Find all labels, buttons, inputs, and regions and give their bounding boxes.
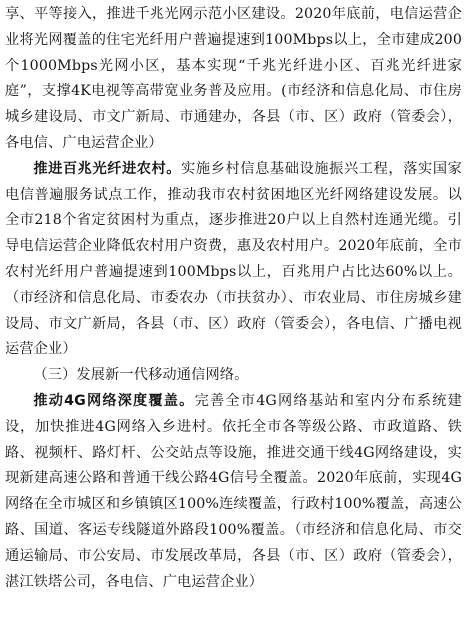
- paragraph-text: 享、平等接入，推进千兆光网示范小区建设。2020年底前，电信运营企业将光网覆盖的住宅光纤用户普遍提速到100Mbps以上，全市建成200个1000Mbps光网小区，基本实现“千兆光纤进小区、百兆光纤进家庭”，支撑4K电视等高带宽业务普及应用。(市经济和信息化局、市住房城乡建设局、市文广新局、市通建办，各县（市、区）政府（管委会），各电信、广电运营企业）: [5, 6, 462, 151]
- paragraph-text: 完善全市4G网络基站和室内分布系统建设，加快推进4G网络入乡进村。依托全市各等级公路、市政道路、铁路、视频杆、路灯杆、公交站点等设施，推进交通干线4G网络建设，实现新建高速公路和普通干线公路4G信号全覆盖。2020年底前，实现4G网络在全市城区和乡镇镇区100%连续覆盖，行政村100%覆盖，高速公路、国道、客运专线隧道外路段100%覆盖。（市经济和信息化局、市交通运输局、市公安局、市发展改革局，各县（市、区）政府（管委会），湛江铁塔公司，各电信、广电运营企业）: [5, 392, 462, 590]
- section-heading-mobile-network: [5, 363, 462, 389]
- paragraph-rural-fiber: [5, 157, 462, 363]
- paragraph-lead-heading: 推动4G网络深度覆盖。: [33, 392, 195, 409]
- paragraph-4g-coverage: [5, 389, 462, 595]
- section-heading-text: （三）发展新一代移动通信网络。: [33, 367, 249, 384]
- paragraph-gigabit-communities: [5, 2, 462, 157]
- paragraph-text: 实施乡村信息基础设施振兴工程，落实国家电信普遍服务试点工作，推动我市农村贫困地区光纤网络建设发展。以全市218个省定贫困村为重点，逐步推进20户以上自然村连通光缆。引导电信运营企业降低农村用户资费，惠及农村用户。2020年底前，全市农村光纤用户普遍提速到100Mbps以上，百兆用户占比达60%以上。（市经济和信息化局、市委农办（市扶贫办）、市农业局、市住房城乡建设局、市文广新局，各县（市、区）政府（管委会），各电信、广播电视运营企业）: [5, 160, 462, 358]
- paragraph-lead-heading: 推进百兆光纤进农村。: [33, 160, 182, 177]
